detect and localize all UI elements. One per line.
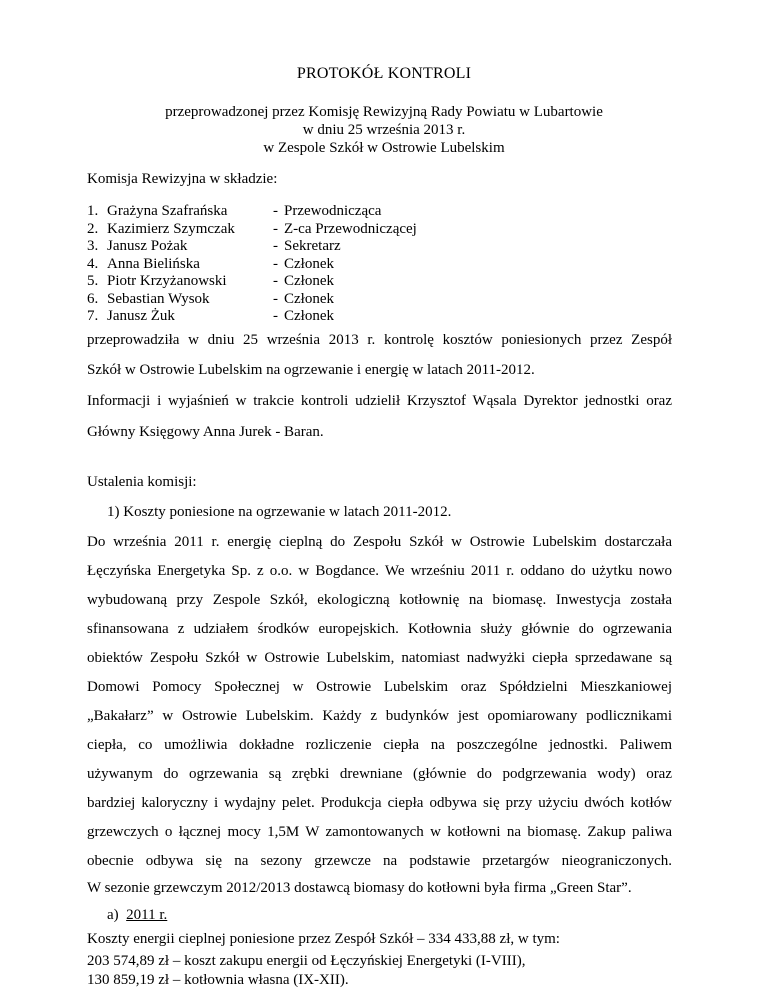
subsection-a-label: a) [107,907,119,923]
member-name: Janusz Pożak [107,238,188,254]
committee-heading: Komisja Rewizyjna w składzie: [87,171,278,187]
member-dash: - [273,273,278,289]
intro-line: Informacji i wyjaśnień w trakcie kontroli udzielił Krzysztof Wąsala Dyrektor jednostki oraz [87,393,672,409]
subsection-a [107,907,167,924]
member-role: Członek [284,308,334,324]
body-line: grzewczych o łącznej mocy 1,5M W zamontowanych w kotłowni na biomasę. Zakup paliwa [87,824,672,840]
body-line: obecnie odbywa się na sezony grzewcze na podstawie przetargów nieograniczonych. [87,853,672,869]
member-name: Sebastian Wysok [107,290,210,307]
body-line: „Bakałarz” w Ostrowie Lubelskim. Każdy z budynków jest opomiarowany podlicznikami [87,708,672,724]
body-line: bardziej kaloryczny i wydajny pelet. Produkcja ciepła odbywa się przy użyciu dwóch kotłów [87,795,672,811]
member-dash: - [273,203,278,219]
document-title: PROTOKÓŁ KONTROLI [296,65,472,82]
member-dash: - [273,308,278,324]
member-role: Członek [284,290,334,307]
member-role: Przewodnicząca [284,203,382,219]
member-number: 3. [87,238,99,254]
subtitle-line: w Zespole Szkół w Ostrowie Lubelskim [263,140,505,156]
body-line: W sezonie grzewczym 2012/2013 dostawcą biomasy do kotłowni była firma „Green Star”. [87,880,632,896]
intro-line: Główny Księgowy Anna Jurek - Baran. [87,424,324,440]
body-line: Domowi Pomocy Społecznej w Ostrowie Lubelskim oraz Spółdzielni Mieszkaniowej [87,679,672,695]
cost-line: Koszty energii cieplnej poniesione przez Zespół Szkół – 334 433,88 zł, w tym: [87,931,560,947]
member-role: Sekretarz [284,238,341,254]
body-line: obiektów Zespołu Szkół w Ostrowie Lubelskim, natomiast nadwyżki ciepła sprzedawane są [87,650,672,666]
body-line: sfinansowana z udziałem środków europejskich. Kotłownia służy głównie do ogrzewania [87,621,672,637]
member-role: Z-ca Przewodniczącej [284,220,417,237]
intro-line: Szkół w Ostrowie Lubelskim na ogrzewanie i energię w latach 2011-2012. [87,362,535,378]
member-number: 7. [87,308,99,324]
member-role: Członek [284,273,334,289]
document-subtitle [0,103,768,157]
intro-line: przeprowadziła w dniu 25 września 2013 r. kontrolę kosztów poniesionych przez Zespół [87,332,672,348]
member-name: Piotr Krzyżanowski [107,273,227,289]
subsection-a-year: 2011 r. [126,907,168,923]
subtitle-line: w dniu 25 września 2013 r. [302,122,466,138]
body-line: używanym do ogrzewania są zrębki drewniane (głównie do podgrzewania wody) oraz [87,766,672,782]
member-number: 6. [87,290,99,307]
findings-point-1: 1) Koszty poniesione na ogrzewanie w latach 2011-2012. [107,504,452,520]
member-number: 2. [87,220,99,237]
body-line: wybudowaną przy Zespole Szkół, ekologiczną kotłownię na biomasę. Inwestycja została [87,592,672,608]
body-line: Łęczyńska Energetyka Sp. z o.o. w Bogdance. We wrześniu 2011 r. oddano do użytku nowo [87,563,672,579]
member-name: Janusz Żuk [107,308,175,324]
findings-heading: Ustalenia komisji: [87,474,197,490]
member-dash: - [273,238,278,254]
member-number: 1. [87,203,99,219]
body-line: ciepła, co umożliwia dokładne rozliczenie ciepła na poszczególne jednostki. Paliwem [87,737,672,753]
member-dash: - [273,255,278,272]
member-name: Anna Bielińska [107,255,200,272]
member-role: Członek [284,255,334,272]
member-name: Grażyna Szafrańska [107,203,228,219]
member-dash: - [273,220,278,237]
cost-line: 130 859,19 zł – kotłownia własna (IX-XII). [87,972,349,988]
member-name: Kazimierz Szymczak [107,220,235,237]
member-number: 4. [87,255,99,272]
body-line: Do września 2011 r. energię cieplną do Zespołu Szkół w Ostrowie Lubelskim dostarczała [87,534,672,550]
cost-line: 203 574,89 zł – koszt zakupu energii od Łęczyńskiej Energetyki (I-VIII), [87,953,526,969]
member-dash: - [273,290,278,307]
member-number: 5. [87,273,99,289]
subtitle-line: przeprowadzonej przez Komisję Rewizyjną Rady Powiatu w Lubartowie [165,104,603,120]
